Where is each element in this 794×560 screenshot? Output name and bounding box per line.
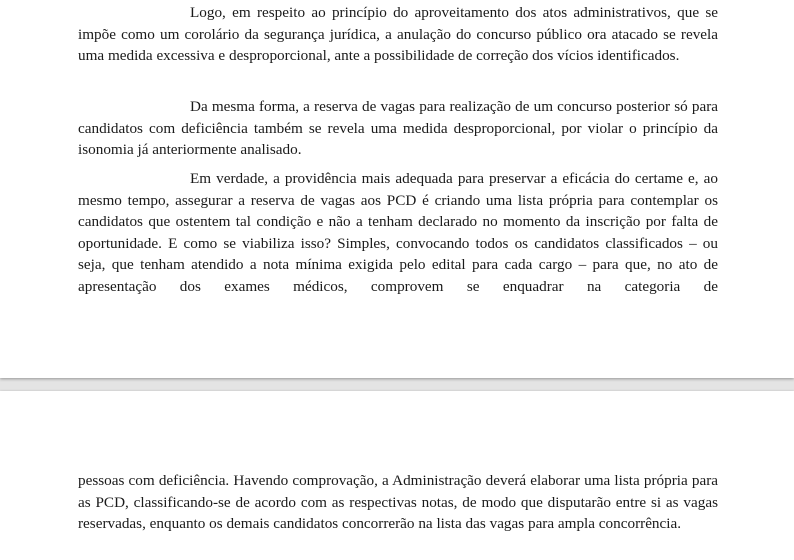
paragraph-3-text: Em verdade, a providência mais adequada para preservar a eficácia do certame e, ao mesmo tempo, assegurar a reserva de vagas aos PCD é criando uma lista própria para contemplar os candidatos que ostentem tal condição e não a tenham declarado no momento da inscrição por falta de oportunidade. E como se viabiliza isso? Simples, convocando todos os candidatos classificados – ou seja, que tenham atendido a nota mínima exigida pelo edital para cada cargo – para que, no ato de apresentação dos exames médicos, comprovem se enquadrar na categoria de (78, 170, 718, 295)
paragraph-4-text: pessoas com deficiência. Havendo comprovação, a Administração deverá elaborar uma lista própria para as PCD, classificando-se de acordo com as respectivas notas, de modo que disputarão entre si as vagas reservadas, enquanto os demais candidatos concorrerão na lista das vagas para ampla concorrência. (78, 472, 718, 533)
paragraph-1-text: Logo, em respeito ao princípio do aproveitamento dos atos administrativos, que se impõe como um corolário da segurança jurídica, a anulação do concurso público ora atacado se revela uma medida excessiva e desproporcional, ante a possibilidade de correção dos vícios identificados. (78, 4, 718, 65)
paragraph-1 (78, 2, 718, 67)
paragraph-2 (78, 96, 718, 161)
paragraph-4 (78, 470, 718, 535)
paragraph-3 (78, 168, 718, 298)
document-page-2 (0, 391, 794, 560)
paragraph-2-text: Da mesma forma, a reserva de vagas para realização de um concurso posterior só para candidatos com deficiência também se revela uma medida desproporcional, por violar o princípio da isonomia já anteriormente analisado. (78, 98, 718, 159)
